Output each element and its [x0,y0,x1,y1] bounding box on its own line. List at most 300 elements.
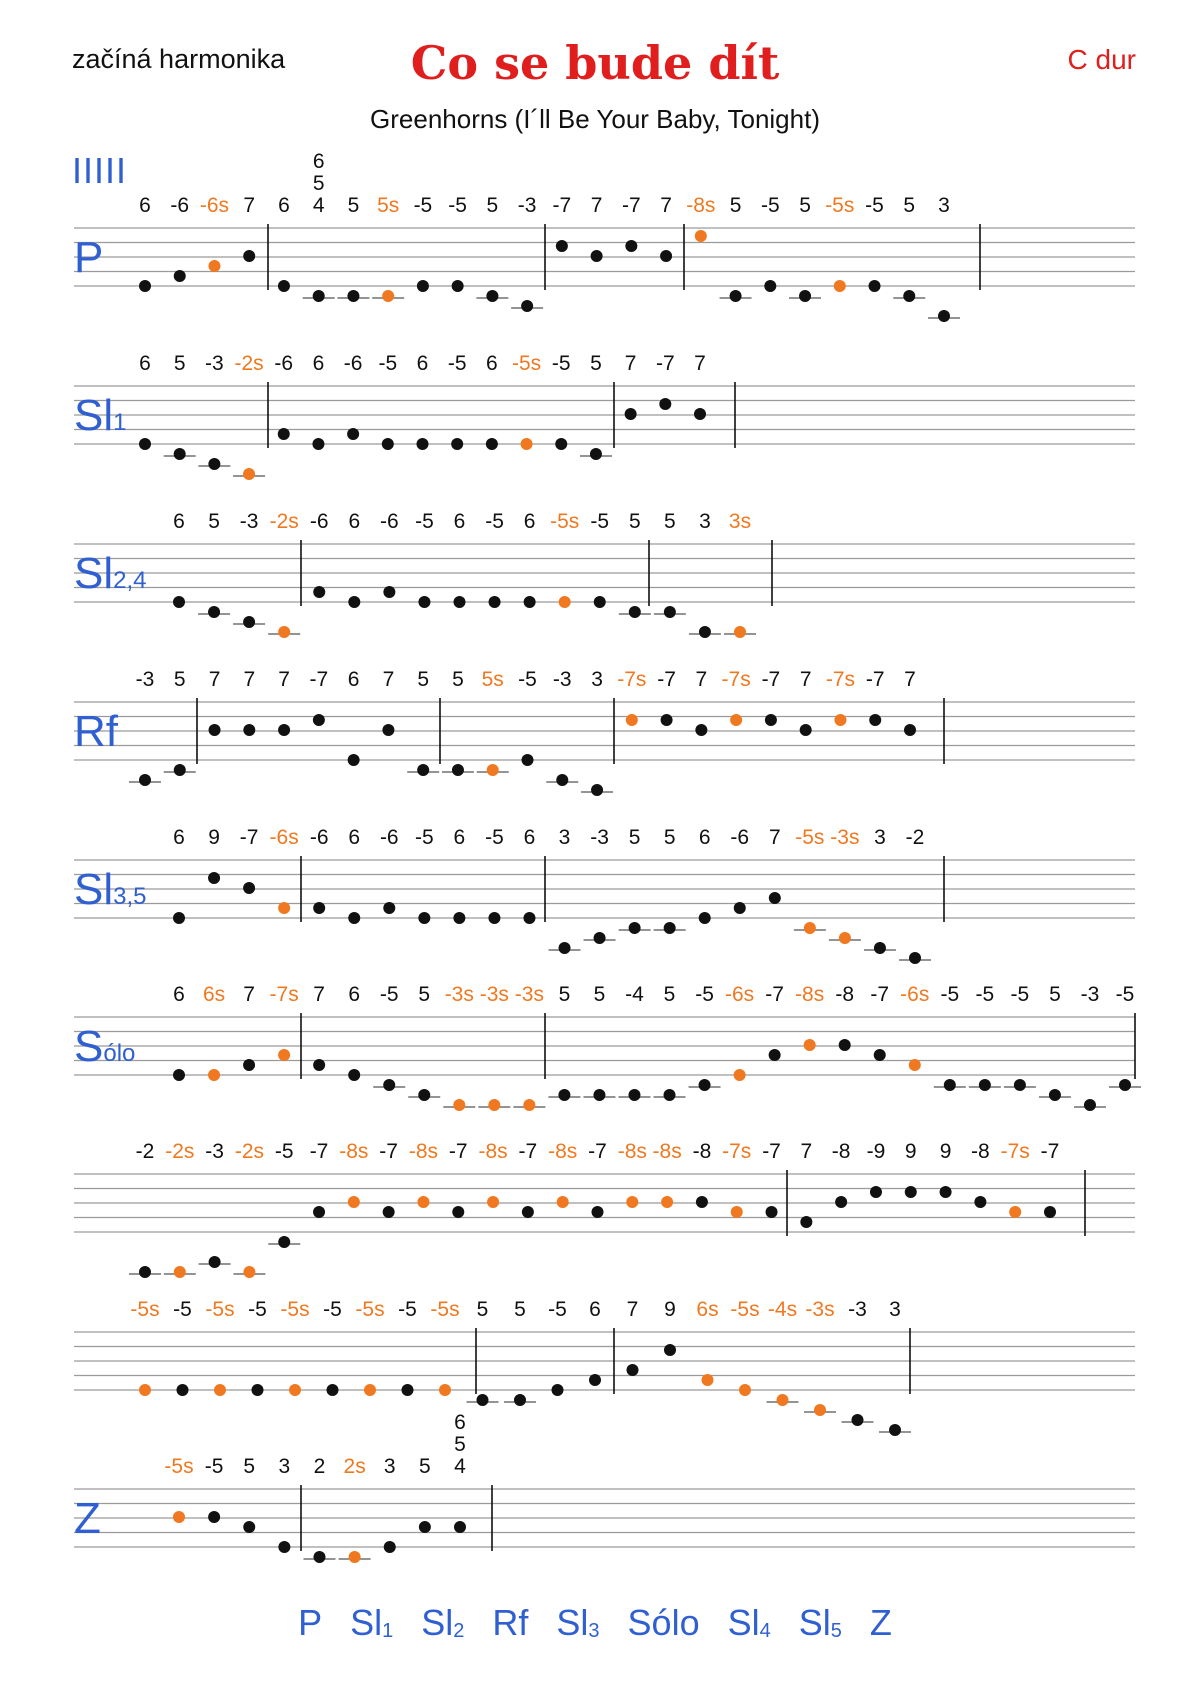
note-label: 5s [481,668,504,691]
note-dot [909,1059,921,1071]
note-dot [555,438,567,450]
note-label: -5s [825,194,855,217]
note-label: 7 [590,194,603,217]
note-dot [418,1089,430,1101]
note-dot [628,1089,640,1101]
note-label: 6 [348,510,361,533]
note-dot [383,586,395,598]
note-label: -6 [343,352,363,375]
note-dot [313,714,325,726]
note-dot [364,1384,376,1396]
note-dot [383,1206,395,1218]
note-label: -7 [865,668,885,691]
staff-row-3 [74,510,1135,638]
note-dot [1044,1206,1056,1218]
section-navigation [0,1602,1190,1644]
nav-section-8[interactable]: $Sl_5$ [798,1602,842,1643]
note-label: -7 [870,983,890,1006]
note-dot [383,902,395,914]
note-dot [243,1266,255,1278]
note-dot [625,408,637,420]
note-dot [243,724,255,736]
note-label: 6 [698,826,711,849]
note-label: -7 [518,1140,538,1163]
note-dot [739,1384,751,1396]
note-label: 6 [486,352,498,375]
note-label: 5 [454,1433,466,1456]
note-label: -7 [239,826,259,849]
note-dot [417,438,429,450]
staff-row-4 [74,668,1135,796]
note-label: 5 [664,510,676,533]
note-label: -3 [590,826,609,849]
note-label: -3 [517,194,537,217]
note-label: 5 [593,983,606,1006]
note-dot [382,724,394,736]
note-label: 5 [663,983,676,1006]
count-marks: IIIII [72,150,128,191]
note-dot [313,902,325,914]
note-label: -6 [380,510,399,533]
note-label: -5 [379,983,399,1006]
note-dot [173,1069,185,1081]
note-dot [382,290,394,302]
note-label: -4s [767,1298,798,1321]
note-dot [944,1079,956,1091]
note-label: -5 [398,1298,417,1321]
note-label: -8s [795,983,825,1006]
note-dot [313,290,325,302]
note-label: -5 [447,352,467,375]
note-label: 6 [453,510,466,533]
note-dot [208,872,220,884]
note-dot [348,1196,360,1208]
note-label: -7 [761,668,781,691]
note-label: -5 [204,1455,224,1478]
note-label: -7 [552,194,572,217]
note-dot [417,1196,429,1208]
note-label: 5 [417,668,430,691]
note-dot [521,300,533,312]
note-label: -3s [514,983,544,1006]
note-dot [453,1099,465,1111]
note-dot [313,1206,325,1218]
note-dot [769,892,781,904]
note-dot [589,1374,601,1386]
note-dot [439,1384,451,1396]
note-label: -3 [205,352,224,375]
note-dot [699,626,711,638]
note-label: -5s [550,510,580,533]
note-dot [731,1206,743,1218]
note-dot [1084,1099,1096,1111]
note-dot [695,724,707,736]
note-label: -5 [975,983,995,1006]
note-label: -8s [652,1140,682,1163]
note-label: 5 [347,194,360,217]
note-label: 7 [243,194,256,217]
note-label: 6 [312,352,325,375]
nav-section-7[interactable]: $Sl_4$ [727,1602,771,1643]
note-dot [593,1089,605,1101]
note-dot [313,1059,325,1071]
note-label: -5 [551,352,571,375]
note-dot [487,764,499,776]
staff-row-6 [74,983,1141,1111]
note-label: 5 [452,668,464,691]
note-dot [839,932,851,944]
note-dot [348,596,360,608]
note-label: 5 [419,1455,431,1478]
note-label: -3s [830,826,860,849]
note-label: -6 [170,194,190,217]
note-label: -6 [309,510,329,533]
note-label: 6 [523,510,536,533]
note-dot [348,912,360,924]
note-dot [559,596,571,608]
staff-row-2 [74,352,1135,480]
note-label: -2s [165,1140,195,1163]
note-dot [486,438,498,450]
note-dot [629,606,641,618]
note-dot [702,1374,714,1386]
note-label: 3s [728,510,752,533]
note-dot [835,1196,847,1208]
note-dot [766,1206,778,1218]
note-dot [347,290,359,302]
note-label: 5 [903,194,916,217]
note-dot [488,912,500,924]
note-dot [626,1196,638,1208]
note-dot [557,1196,569,1208]
section-label: P [74,233,104,282]
nav-section-9[interactable]: Z [869,1602,892,1643]
note-dot [452,1206,464,1218]
note-label: -3 [135,668,155,691]
note-dot [874,1049,886,1061]
note-label: 6 [278,194,290,217]
note-dot [814,1404,826,1416]
note-dot [418,596,430,608]
staff-row-8 [74,1298,1135,1436]
note-label: -3 [552,668,572,691]
note-dot [243,616,255,628]
note-dot [382,438,394,450]
note-label: -2 [905,826,925,849]
note-label: -7 [379,1140,398,1163]
note-label: -7 [765,983,784,1006]
note-dot [488,1099,500,1111]
note-dot [383,1079,395,1091]
note-dot [903,290,915,302]
note-dot [834,714,846,726]
note-label: 6 [139,194,151,217]
note-label: -8s [617,1140,647,1163]
note-dot [522,754,534,766]
note-label: -8 [831,1140,851,1163]
note-dot [839,1039,851,1051]
note-dot [278,902,290,914]
note-label: 5 [590,352,602,375]
note-label: -6 [309,826,329,849]
note-dot [208,458,220,470]
note-dot [1119,1079,1131,1091]
note-label: 3 [383,1455,396,1478]
note-dot [139,280,151,292]
note-dot [173,1511,185,1523]
note-dot [591,250,603,262]
note-dot [278,428,290,440]
note-label: -6s [199,194,230,217]
note-label: -5 [1115,983,1135,1006]
note-dot [243,250,255,262]
note-dot [869,714,881,726]
note-dot [974,1196,986,1208]
note-dot [417,280,429,292]
note-label: -7 [588,1140,607,1163]
note-dot [590,448,602,460]
note-label: -5 [415,510,434,533]
note-dot [402,1384,414,1396]
note-label: 7 [243,668,256,691]
note-label: -9 [866,1140,886,1163]
header-left-text: začíná harmonika [72,44,286,74]
note-label: 5 [476,1298,489,1321]
nav-section-5[interactable]: $Sl_3$ [556,1602,600,1643]
note-label: -5 [590,510,610,533]
note-label: 7 [694,352,706,375]
note-dot [765,714,777,726]
staff-row-9 [74,1411,1135,1563]
note-label: 7 [626,1298,639,1321]
note-dot [559,942,571,954]
note-label: -8 [971,1140,990,1163]
note-dot [489,596,501,608]
note-label: -5 [760,194,780,217]
note-dot [594,596,606,608]
note-label: 9 [664,1298,676,1321]
note-label: -7 [655,352,675,375]
note-label: -8s [339,1140,369,1163]
note-label: 5 [628,826,641,849]
note-dot [139,774,151,786]
note-label: -7 [448,1140,468,1163]
note-dot [769,1049,781,1061]
note-label: 5 [799,194,811,217]
note-label: 6 [523,826,536,849]
note-dot [629,922,641,934]
note-dot [177,1384,189,1396]
note-label: -8 [692,1140,712,1163]
note-dot [173,596,185,608]
note-label: -2s [234,352,264,375]
note-label: -8 [835,983,855,1006]
note-label: 2s [343,1455,366,1478]
note-label: -2 [135,1140,155,1163]
note-label: -3 [239,510,259,533]
note-label: 7 [278,668,290,691]
note-label: -5 [378,352,398,375]
note-dot [452,764,464,776]
note-label: -2s [234,1140,265,1163]
note-dot [313,586,325,598]
note-label: 9 [939,1140,952,1163]
note-label: -5 [518,668,537,691]
note-label: 6 [347,668,360,691]
staff-row-5 [74,826,1135,964]
note-dot [139,438,151,450]
note-dot [521,438,533,450]
note-dot [514,1394,526,1406]
note-dot [348,754,360,766]
note-dot [312,438,324,450]
note-label: 5 [418,983,431,1006]
note-dot [556,774,568,786]
note-dot [695,230,707,242]
staff-row-1 [74,150,1135,322]
note-dot [730,714,742,726]
note-dot [208,1069,220,1081]
nav-section-2[interactable]: $Sl_1$ [350,1602,394,1643]
note-label: 5 [628,510,641,533]
note-dot [454,596,466,608]
note-dot [869,280,881,292]
note-label: 6 [173,510,185,533]
note-dot [1009,1206,1021,1218]
note-dot [664,922,676,934]
note-dot [592,1206,604,1218]
note-dot [800,724,812,736]
note-dot [314,1551,326,1563]
note-dot [289,1384,301,1396]
nav-section-6[interactable]: Sólo [627,1602,700,1643]
note-label: 7 [660,194,672,217]
note-label: -8s [548,1140,578,1163]
note-dot [243,1521,255,1533]
note-label: 6 [348,983,361,1006]
note-label: 7 [382,668,395,691]
note-dot [800,1216,812,1228]
note-dot [696,1196,708,1208]
note-label: 2 [313,1455,326,1478]
note-dot [278,724,290,736]
note-label: -6 [274,352,294,375]
note-label: 7 [768,826,781,849]
note-label: -5 [940,983,960,1006]
note-label: 7 [624,352,637,375]
note-label: -4 [625,983,644,1006]
note-dot [874,942,886,954]
note-label: 7 [799,668,812,691]
note-label: 4 [454,1455,466,1478]
note-label: -7 [762,1140,781,1163]
note-label: -7 [309,1140,329,1163]
note-label: -7 [309,668,329,691]
note-dot [522,1206,534,1218]
note-label: -5 [548,1298,567,1321]
key-signature: C dur [1067,44,1136,75]
note-label: -8s [408,1140,439,1163]
note-label: -5 [413,194,433,217]
section-label: Rf [74,707,118,756]
note-label: 5 [486,194,499,217]
note-dot [734,902,746,914]
note-dot [487,1196,499,1208]
note-dot [419,1521,431,1533]
note-label: 6 [453,826,466,849]
note-label: -5 [485,826,504,849]
note-dot [626,714,638,726]
note-label: -7 [622,194,641,217]
note-label: 7 [904,668,916,691]
note-dot [938,310,950,322]
page-title: Co se bude dít [410,36,780,90]
note-dot [477,1394,489,1406]
note-label: 6 [312,150,325,173]
nav-section-1[interactable]: P [298,1602,323,1643]
note-label: -7s [1000,1140,1030,1163]
note-dot [214,1384,226,1396]
note-dot [347,428,359,440]
note-dot [664,1089,676,1101]
note-label: 3 [278,1455,291,1478]
note-dot [208,1511,220,1523]
note-label: 5 [243,1455,256,1478]
note-label: 6 [173,826,185,849]
note-dot [278,1541,290,1553]
note-label: 3 [889,1298,901,1321]
note-dot [278,280,290,292]
note-label: 5 [729,194,742,217]
note-label: -5 [323,1298,342,1321]
note-label: -5s [511,352,542,375]
note-label: -7s [825,668,856,691]
note-dot [909,952,921,964]
note-dot [348,1069,360,1081]
note-label: -6 [379,826,399,849]
nav-section-3[interactable]: $Sl_2$ [421,1602,465,1643]
note-label: 7 [243,983,255,1006]
note-label: -5 [173,1298,192,1321]
note-label: -3s [805,1298,835,1321]
note-dot [627,1364,639,1376]
note-label: 7 [313,983,325,1006]
note-label: 7 [800,1140,813,1163]
note-label: -5 [448,194,467,217]
note-label: -6s [724,983,755,1006]
note-dot [243,1059,255,1071]
note-label: -7s [617,668,647,691]
nav-section-4[interactable]: Rf [492,1602,529,1643]
note-dot [209,724,221,736]
note-dot [734,1069,746,1081]
note-dot [699,912,711,924]
section-label: Sl3,5 [74,865,147,914]
note-dot [453,912,465,924]
note-dot [625,240,637,252]
note-dot [278,626,290,638]
note-label: 6 [416,352,429,375]
note-dot [591,784,603,796]
section-label: Sólo [74,1022,136,1071]
note-label: -7s [722,1140,752,1163]
note-label: 5 [1049,983,1061,1006]
note-dot [174,1266,186,1278]
note-label: -3 [205,1140,224,1163]
note-label: 5 [663,826,676,849]
note-dot [208,260,220,272]
note-label: -5 [865,194,884,217]
